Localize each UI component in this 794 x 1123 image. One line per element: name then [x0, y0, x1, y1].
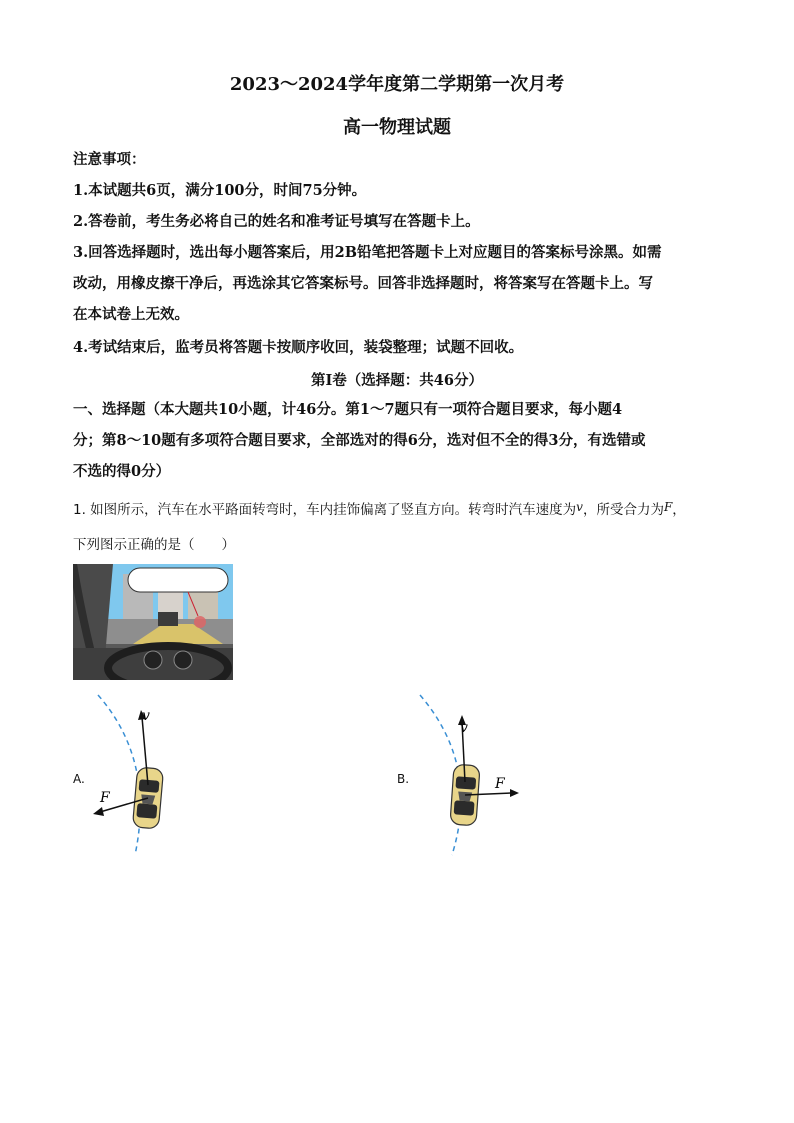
question-1-stem-line-2: 下列图示正确的是（ ） — [73, 537, 235, 553]
option-a-diagram[interactable] — [80, 690, 210, 860]
question-1-text-part2: ，所受合力为 — [582, 502, 664, 518]
option-a-label[interactable]: A. — [73, 772, 85, 786]
exam-subtitle: 高一物理试题 — [343, 117, 451, 138]
notice-item-3-line-2: 改动，用橡皮擦干净后，再选涂其它答案标号。回答非选择题时，将答案写在答题卡上。写 — [73, 275, 653, 292]
question-1-text-part1: 1. 如图所示，汽车在水平路面转弯时，车内挂饰偏离了竖直方向。转弯时汽车速度为 — [73, 502, 577, 518]
option-b-velocity-label: v — [460, 720, 468, 736]
option-b-label[interactable]: B. — [397, 772, 410, 786]
section-instruction-line-3: 不选的得0分） — [73, 463, 171, 480]
option-a-path-curve — [98, 695, 140, 855]
notice-item-3-line-1: 3.回答选择题时，选出每小题答案后，用2B铅笔把答题卡上对应题目的答案标号涂黑。如需 — [73, 244, 662, 261]
var-v: v — [576, 500, 583, 514]
notice-item-2: 2.答卷前，考生务必将自己的姓名和准考证号填写在答题卡上。 — [73, 213, 480, 230]
car-interior-photo — [73, 564, 233, 680]
car-interior-illustration — [73, 564, 233, 680]
notice-heading: 注意事项： — [73, 151, 146, 168]
option-a-force-label: F — [100, 790, 110, 806]
notice-item-1: 1.本试题共6页，满分100分，时间75分钟。 — [73, 182, 367, 199]
var-F: F — [663, 500, 673, 514]
section-title: 第Ⅰ卷（选择题：共46分） — [311, 372, 483, 389]
question-1-text-part3: ， — [672, 502, 686, 518]
option-b-force-label: F — [495, 776, 505, 792]
section-instruction-line-2: 分；第8～10题有多项符合题目要求，全部选对的得6分，选对但不全的得3分，有选错或 — [73, 432, 646, 449]
option-b-diagram[interactable] — [410, 690, 540, 860]
notice-item-4: 4.考试结束后，监考员将答题卡按顺序收回，装袋整理；试题不回收。 — [73, 339, 524, 356]
exam-title: 2023～2024学年度第二学期第一次月考 — [229, 74, 565, 95]
section-instruction-line-1: 一、选择题（本大题共10小题，计46分。第1～7题只有一项符合题目要求，每小题4 — [73, 401, 623, 418]
notice-item-3-line-3: 在本试卷上无效。 — [73, 306, 189, 323]
option-a-velocity-label: v — [142, 708, 150, 724]
question-1-stem — [73, 500, 733, 520]
